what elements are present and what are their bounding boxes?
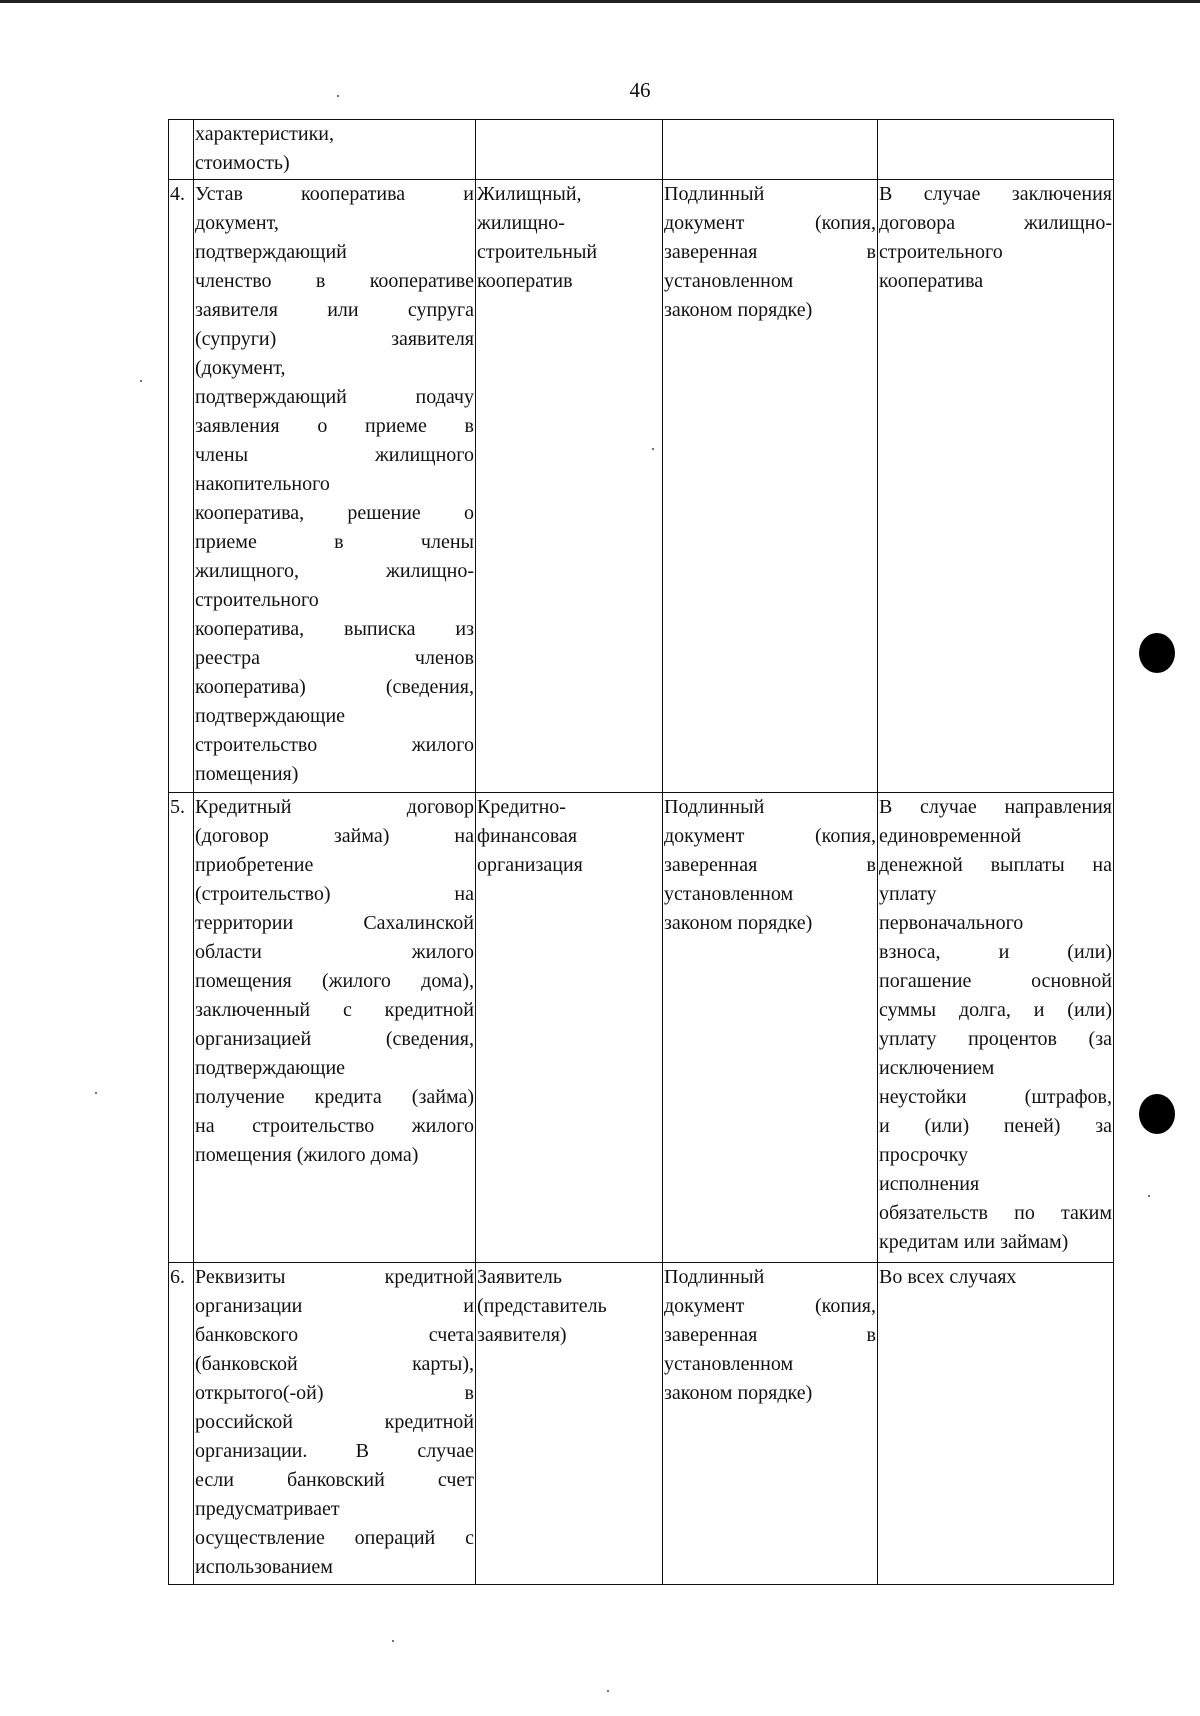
hole-punch-mark-lower bbox=[1139, 1094, 1175, 1134]
cell-text-line: строительного bbox=[195, 589, 319, 611]
cell-text-line: заверенная в bbox=[664, 854, 876, 876]
cell-text-line: жилищно- bbox=[477, 212, 565, 234]
form-cell bbox=[663, 180, 878, 793]
cell-text-line: финансовая bbox=[477, 825, 578, 847]
cell-text-line: подтверждающие bbox=[195, 1057, 346, 1079]
cell-text-line: на строительство жилого bbox=[195, 1115, 474, 1137]
cell-text-line: подтверждающий bbox=[195, 241, 347, 263]
cell-text-line: получение кредита (займа) bbox=[195, 1086, 474, 1108]
cell-text-line: документ, bbox=[195, 212, 279, 234]
cell-text-line: российской кредитной bbox=[195, 1411, 474, 1433]
cell-text-line: кредитам или займам) bbox=[879, 1231, 1069, 1253]
cell-text-line: заявителя или супруга bbox=[195, 299, 474, 321]
cell-text-line: заключенный с кредитной bbox=[195, 999, 474, 1021]
cell-text-line: накопительного bbox=[195, 473, 330, 495]
cell-text-line: организация bbox=[477, 854, 583, 876]
cell-text-line: В случае заключения bbox=[879, 183, 1112, 205]
cell-text-line: помещения (жилого дома) bbox=[195, 1144, 419, 1166]
cell-text-line: (банковской карты), bbox=[195, 1353, 474, 1375]
cell-text-line: первоначального bbox=[879, 912, 1024, 934]
cell-text-line: приобретение bbox=[195, 854, 314, 876]
cell-text-line: кооператива, решение о bbox=[195, 502, 474, 524]
cell-text-line: суммы долга, и (или) bbox=[879, 999, 1112, 1021]
documents-table bbox=[168, 119, 1114, 1585]
cell-text-line: Подлинный bbox=[664, 796, 765, 818]
cell-text-line: организации. В случае bbox=[195, 1440, 474, 1462]
cell-text-line: заверенная в bbox=[664, 1324, 876, 1346]
scan-speck bbox=[337, 95, 339, 97]
cell-text-line: кооператив bbox=[477, 270, 573, 292]
cell-text-line: заявителя) bbox=[477, 1324, 567, 1346]
cell-text-line: денежной выплаты на bbox=[879, 854, 1112, 876]
source-cell bbox=[476, 120, 663, 180]
cell-text-line: заявления о приеме в bbox=[195, 415, 474, 437]
table-row bbox=[169, 120, 1114, 180]
cell-text-line: подтверждающий подачу bbox=[195, 386, 474, 408]
document-cell bbox=[194, 793, 476, 1263]
cell-text-line: взноса, и (или) bbox=[879, 941, 1112, 963]
document-cell bbox=[194, 120, 476, 180]
scan-speck bbox=[392, 1640, 394, 1642]
cell-text-line: (супруги) заявителя bbox=[195, 328, 474, 350]
row-number-cell: 5. bbox=[169, 793, 194, 1263]
cell-text-line: документ (копия, bbox=[664, 212, 876, 234]
cell-text-line: Жилищный, bbox=[477, 183, 582, 205]
cell-text-line: кооператива, выписка из bbox=[195, 618, 474, 640]
form-cell bbox=[663, 120, 878, 180]
cell-text-line: законом порядке) bbox=[664, 912, 813, 934]
source-cell bbox=[476, 793, 663, 1263]
hole-punch-mark-upper bbox=[1139, 633, 1175, 673]
cell-text-line: организацией (сведения, bbox=[195, 1028, 474, 1050]
cell-text-line: установленном bbox=[664, 270, 794, 292]
condition-cell bbox=[878, 793, 1114, 1263]
cell-text-line: реестра членов bbox=[195, 647, 474, 669]
condition-cell bbox=[878, 180, 1114, 793]
document-cell bbox=[194, 180, 476, 793]
cell-text-line: В случае направления bbox=[879, 796, 1112, 818]
table-row bbox=[169, 180, 1114, 793]
form-cell bbox=[663, 793, 878, 1263]
cell-text-line: единовременной bbox=[879, 825, 1022, 847]
cell-text-line: уплату процентов (за bbox=[879, 1028, 1112, 1050]
cell-text-line: неустойки (штрафов, bbox=[879, 1086, 1112, 1108]
scan-speck bbox=[652, 448, 654, 450]
cell-text-line: Кредитный договор bbox=[195, 796, 474, 818]
cell-text-line: строительный bbox=[477, 241, 598, 263]
source-cell bbox=[476, 180, 663, 793]
cell-text-line: просрочку bbox=[879, 1144, 969, 1166]
cell-text-line: помещения (жилого дома), bbox=[195, 970, 474, 992]
cell-text-line: документ (копия, bbox=[664, 1295, 876, 1317]
page-number: 46 bbox=[629, 78, 651, 102]
cell-text-line: заверенная в bbox=[664, 241, 876, 263]
cell-text-line: Подлинный bbox=[664, 1266, 765, 1288]
cell-text-line: Подлинный bbox=[664, 183, 765, 205]
cell-text-line: строительного bbox=[879, 241, 1003, 263]
cell-text-line: организации и bbox=[195, 1295, 474, 1317]
condition-cell bbox=[878, 120, 1114, 180]
cell-text-line: членство в кооперативе bbox=[195, 270, 474, 292]
cell-text-line: и (или) пеней) за bbox=[879, 1115, 1112, 1137]
cell-text-line: строительство жилого bbox=[195, 734, 474, 756]
cell-text-line: подтверждающие bbox=[195, 705, 346, 727]
table-row bbox=[169, 1263, 1114, 1585]
cell-text-line: погашение основной bbox=[879, 970, 1112, 992]
cell-text-line: территории Сахалинской bbox=[195, 912, 474, 934]
scan-speck bbox=[140, 380, 142, 382]
cell-text-line: члены жилищного bbox=[195, 444, 474, 466]
cell-text-line: установленном bbox=[664, 883, 794, 905]
cell-text-line: (договор займа) на bbox=[195, 825, 474, 847]
cell-text-line: законом порядке) bbox=[664, 1382, 813, 1404]
cell-text-line: договора жилищно- bbox=[879, 212, 1112, 234]
cell-text-line: предусматривает bbox=[195, 1498, 340, 1520]
cell-text-line: (строительство) на bbox=[195, 883, 474, 905]
table-row bbox=[169, 793, 1114, 1263]
scan-speck bbox=[607, 1690, 609, 1692]
cell-text-line: обязательств по таким bbox=[879, 1202, 1112, 1224]
cell-text-line: кооператива) (сведения, bbox=[195, 676, 474, 698]
cell-text-line: Во всех случаях bbox=[879, 1266, 1017, 1288]
scan-speck bbox=[95, 1092, 97, 1094]
cell-text-line: Заявитель bbox=[477, 1266, 562, 1288]
cell-text-line: документ (копия, bbox=[664, 825, 876, 847]
cell-text-line: установленном bbox=[664, 1353, 794, 1375]
cell-text-line: (представитель bbox=[477, 1295, 607, 1317]
scan-speck bbox=[1148, 1195, 1150, 1197]
cell-text-line: (документ, bbox=[195, 357, 286, 379]
cell-text-line: помещения) bbox=[195, 763, 299, 785]
cell-text-line: исполнения bbox=[879, 1173, 980, 1195]
row-number-cell bbox=[169, 120, 194, 180]
cell-text-line: Реквизиты кредитной bbox=[195, 1266, 474, 1288]
cell-text-line: исключением bbox=[879, 1057, 995, 1079]
cell-text-line: приеме в члены bbox=[195, 531, 474, 553]
cell-text-line: уплату bbox=[879, 883, 937, 905]
cell-text-line: Кредитно- bbox=[477, 796, 566, 818]
cell-text-line: Устав кооператива и bbox=[195, 183, 474, 205]
cell-text-line: характеристики, bbox=[195, 123, 335, 145]
cell-text-line: если банковский счет bbox=[195, 1469, 474, 1491]
row-number-cell: 4. bbox=[169, 180, 194, 793]
source-cell bbox=[476, 1263, 663, 1585]
form-cell bbox=[663, 1263, 878, 1585]
cell-text-line: стоимость) bbox=[195, 152, 290, 174]
cell-text-line: открытого(-ой) в bbox=[195, 1382, 474, 1404]
cell-text-line: жилищного, жилищно- bbox=[195, 560, 474, 582]
document-cell bbox=[194, 1263, 476, 1585]
condition-cell bbox=[878, 1263, 1114, 1585]
scan-top-border bbox=[0, 0, 1200, 3]
cell-text-line: области жилого bbox=[195, 941, 474, 963]
cell-text-line: использованием bbox=[195, 1556, 333, 1578]
cell-text-line: законом порядке) bbox=[664, 299, 813, 321]
cell-text-line: банковского счета bbox=[195, 1324, 474, 1346]
cell-text-line: кооператива bbox=[879, 270, 984, 292]
row-number-cell: 6. bbox=[169, 1263, 194, 1585]
cell-text-line: осуществление операций с bbox=[195, 1527, 474, 1549]
